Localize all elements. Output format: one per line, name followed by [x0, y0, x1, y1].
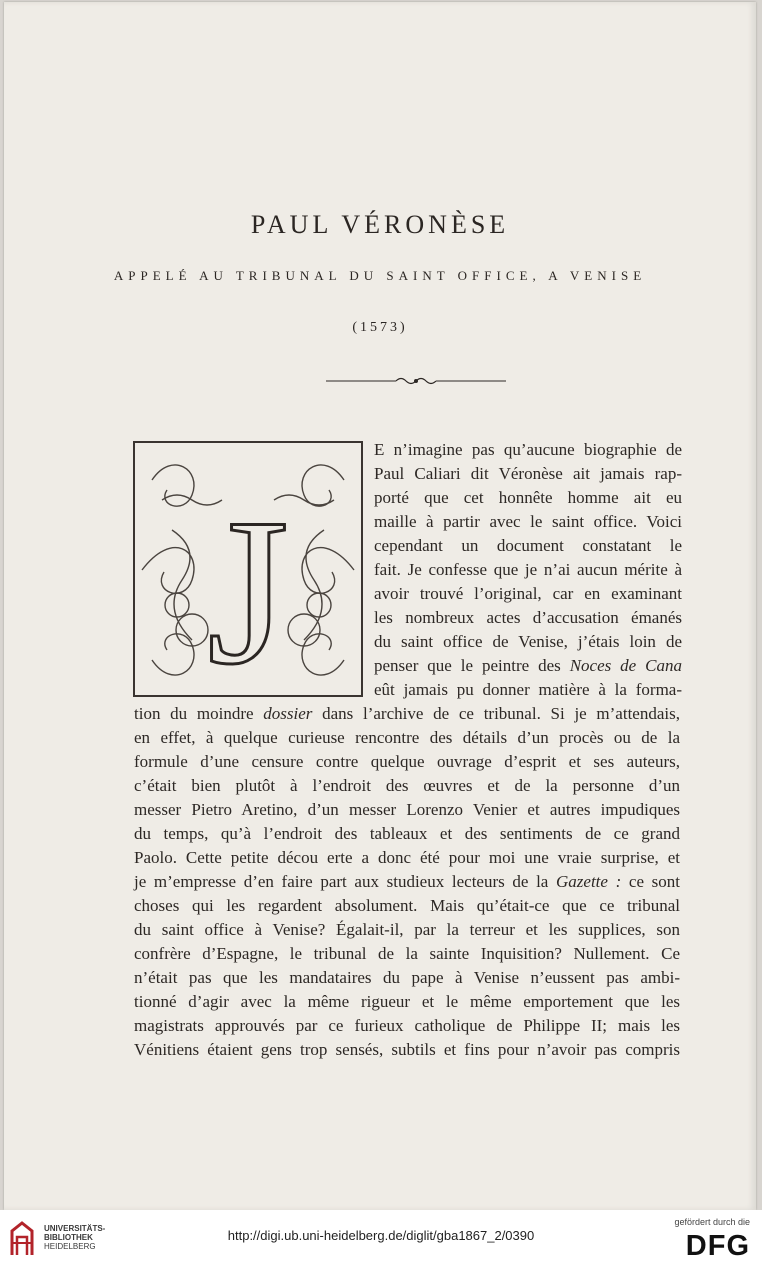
body-line: porté que cet honnête homme ait eu — [374, 488, 682, 507]
dfg-logo: DFG — [685, 1230, 750, 1262]
library-line: HEIDELBERG — [44, 1242, 96, 1251]
body-line: Paolo. Cette petite décou erte a donc été pour moi une vraie surprise, et — [134, 848, 680, 867]
viewer-footer — [0, 1210, 762, 1267]
body-line: choses qui les regardent absolument. Mais qu’était-ce que ce tribunal — [134, 896, 680, 915]
body-text: je m’empresse d’en faire part aux studieux lecteurs de la — [134, 872, 557, 891]
article-subtitle: APPELÉ AU TRIBUNAL DU SAINT OFFICE, A VENISE — [113, 268, 647, 283]
body-line: Vénitiens étaient gens trop sensés, subtils et fins pour n’avoir pas compris — [134, 1040, 680, 1059]
body-line: confrère d’Espagne, le tribunal de la sainte Inquisition? Nullement. Ce — [134, 944, 680, 963]
body-line: Paul Caliari dit Véronèse ait jamais rap- — [374, 464, 682, 483]
body-line: c’était bien plutôt à l’endroit des œuvres et de la personne d’un — [134, 776, 680, 795]
body-text: tion du moindre — [134, 704, 264, 723]
body-line: eût jamais pu donner matière à la forma- — [374, 680, 682, 699]
body-line: les nombreux actes d’accusation émanés — [374, 608, 682, 627]
body-line: maille à partir avec le saint office. Voici — [374, 512, 682, 531]
body-line: E n’imagine pas qu’aucune biographie de — [374, 440, 682, 459]
body-line: magistrats approuvés par ce furieux catholique de Philippe II; mais les — [134, 1016, 680, 1035]
italic-title: Noces de Cana — [569, 656, 682, 675]
body-line-mixed — [374, 655, 682, 677]
body-line-mixed — [134, 871, 680, 893]
body-text: penser que le peintre des — [374, 656, 570, 675]
body-line: fait. Je confesse que je n’ai aucun mérite à — [374, 560, 682, 579]
body-line: du saint office à Venise? Égalait-il, par la terreur et les supplices, son — [134, 920, 680, 939]
body-line-mixed — [134, 703, 680, 725]
ornamental-dropcap-j — [132, 440, 364, 698]
body-line: du saint office de Venise, j’étais loin de — [374, 632, 682, 651]
body-line: messer Pietro Aretino, d’un messer Lorenzo Venier et autres impudiques — [134, 800, 680, 819]
body-text: dans l’archive de ce tribunal. Si je m’attendais, — [312, 704, 680, 723]
body-line: formule d’une censure contre quelque ouvrage d’esprit et ses auteurs, — [134, 752, 680, 771]
library-line: BIBLIOTHEK — [44, 1233, 93, 1242]
italic-title: Gazette : — [556, 872, 622, 891]
body-line: en effet, à quelque curieuse rencontre des détails d’un procès ou de la — [134, 728, 680, 747]
body-line: n’était pas que les mandataires du pape à Venise n’eussent pas ambi- — [134, 968, 680, 987]
library-line: UNIVERSITÄTS- — [44, 1224, 106, 1233]
body-line: tionné d’agir avec la même rigueur et le même emportement que les — [134, 992, 680, 1011]
italic-word: dossier — [263, 704, 313, 723]
permalink-url[interactable]: http://digi.ub.uni-heidelberg.de/diglit/gba1867_2/0390 — [227, 1228, 535, 1243]
body-line: du temps, qu’à l’endroit des tableaux et des sentiments de ce grand — [134, 824, 680, 843]
book-page — [4, 2, 756, 1210]
body-line: avoir trouvé l’original, car en examinant — [374, 584, 682, 603]
article-year: (1573) — [352, 320, 408, 335]
divider-ornament — [326, 374, 506, 388]
body-text: ce sont — [621, 872, 680, 891]
svg-text:J: J — [207, 476, 289, 698]
body-line: cependant un document constatant le — [374, 536, 682, 555]
funding-note: gefördert durch die — [674, 1217, 750, 1227]
article-title: PAUL VÉRONÈSE — [250, 210, 510, 239]
